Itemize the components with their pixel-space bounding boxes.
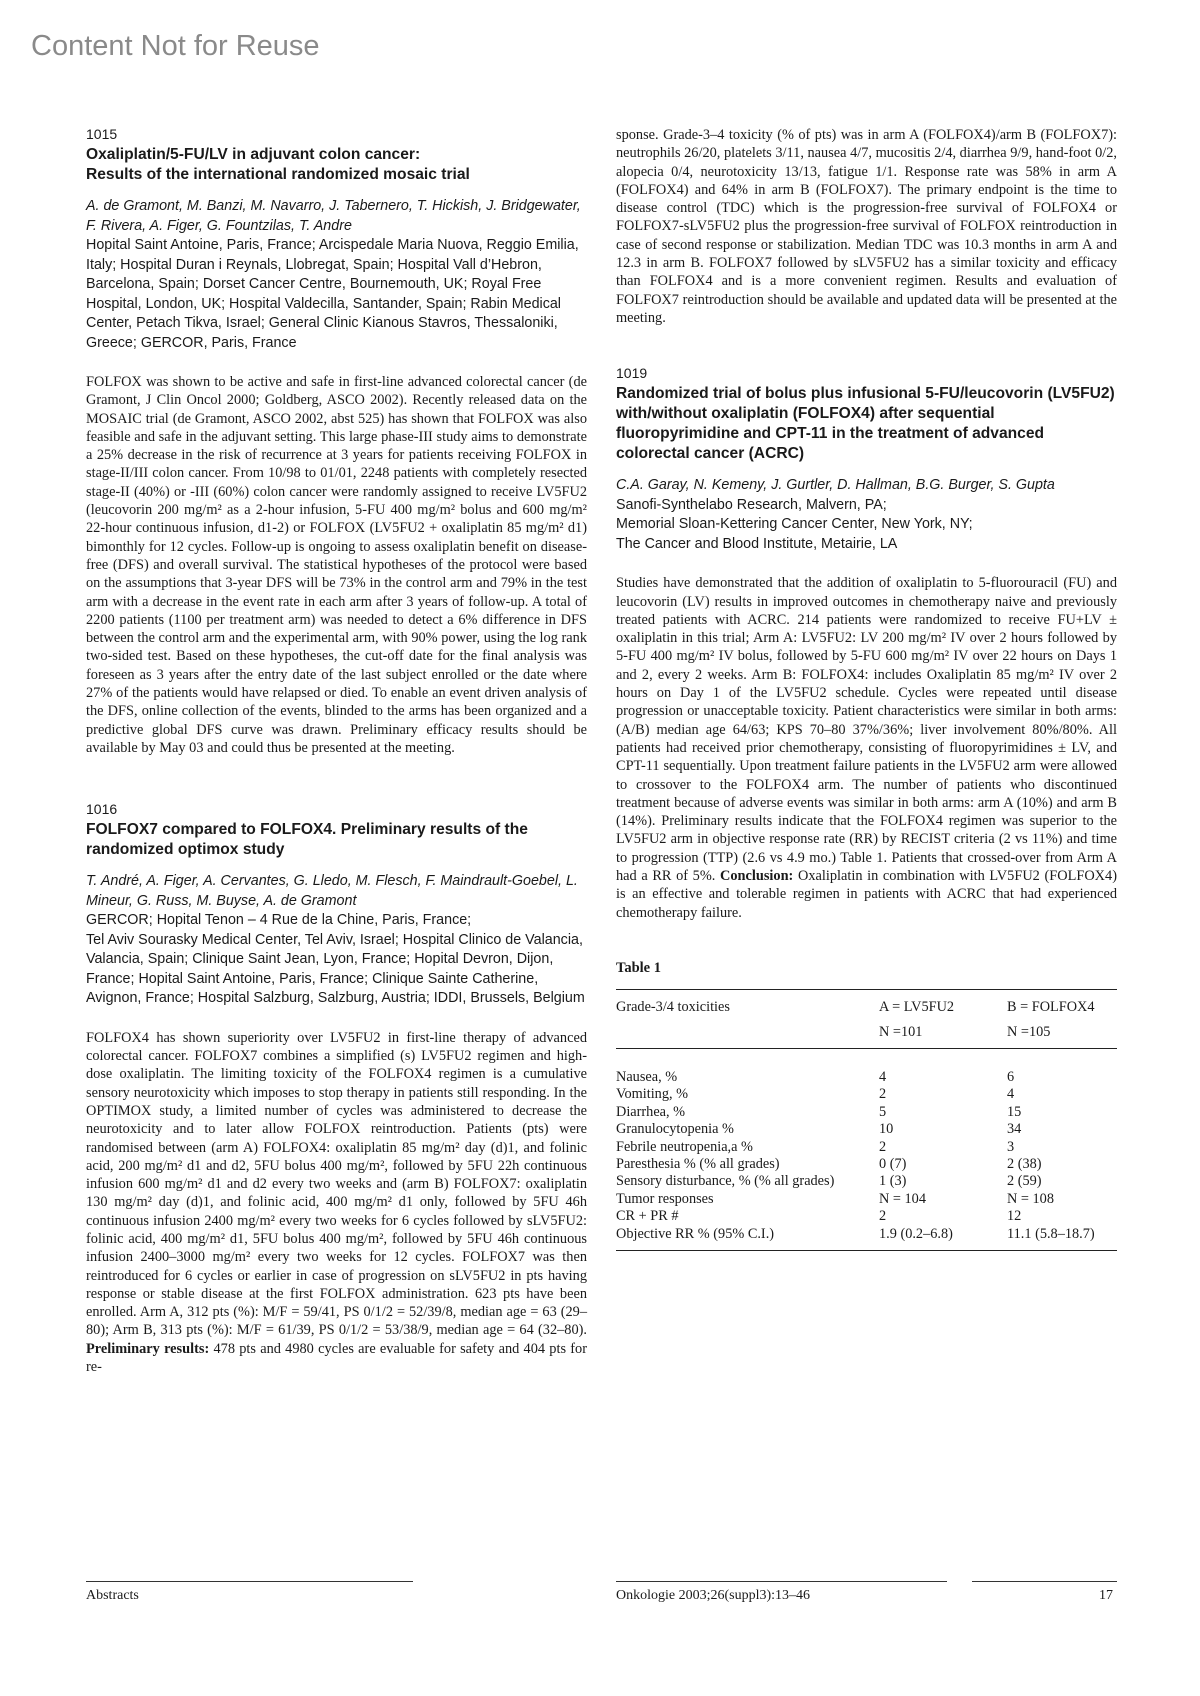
abstract-body-bold: Preliminary results: [86,1340,210,1357]
table-row [616,1208,1117,1225]
footer-divider [972,1581,1117,1582]
abstract-body [616,574,1117,922]
abstract-body-tail: Oxaliplatin in combination with LV5FU2 (FOLFOX4) is an effective and tolerable regimen in patients with ACRC that had experienced chemotherapy failure. [616,868,1117,921]
table-cell: 1 (3) [879,1173,907,1190]
table-cell: Objective RR % (95% C.I.) [616,1226,879,1251]
table-cell: Sensory disturbance, % (% all grades) [616,1173,835,1190]
toxicity-table [616,989,1117,1251]
table-cell: 15 [1007,1103,1022,1120]
table-cell: 2 (38) [1007,1155,1042,1172]
table-cell: Febrile neutropenia,a % [616,1138,753,1155]
table-cell: 2 [879,1086,887,1103]
abstract-authors: A. de Gramont, M. Banzi, M. Navarro, J. Tabernero, T. Hickish, J. Bridgewater, F. Rivera, A. Figer, G. Fountzilas, T. Andre [86,198,581,234]
table-header-cell: B = FOLFOX4 [997,989,1117,1017]
abstract-title: FOLFOX7 compared to FOLFOX4. Preliminary results of the randomized optimox study [86,821,528,859]
table-cell: 1.9 (0.2–6.8) [879,1226,997,1251]
table-header-cell: N =101 [879,1017,997,1049]
abstract-affiliations: GERCOR; Hopital Tenon – 4 Rue de la Chine, Paris, France; Tel Aviv Sourasky Medical Center, Tel Aviv, Israel; Hospital Clinico de Valancia, Valancia, Spain; Clinique Saint Jean, Lyon, France; Hopital Devron, Dijon, France; Hopital Saint Antoine, Paris, France; Clinique Sainte Catherine, Avignon, France; Hospital Salzburg, Salzburg, Austria; IDDI, Brussels, Belgium [86,912,585,1007]
abstract-authors: T. André, A. Figer, A. Cervantes, G. Lledo, M. Flesch, F. Maindrault-Goebel, L. Mineur, G. Russ, M. Buyse, A. de Gramont [86,873,578,909]
table-cell: N = 108 [1007,1190,1054,1207]
footer-divider [86,1581,413,1582]
table-row [616,1191,1117,1208]
abstract-title: Oxaliplatin/5-FU/LV in adjuvant colon cancer: Results of the international randomized mosaic trial [86,146,470,183]
abstract-number: 1016 [86,801,118,818]
table-row [616,1173,1117,1190]
abstract-1016 [86,801,587,1376]
abstract-body-text: FOLFOX4 has shown superiority over LV5FU2 in first-line therapy of advanced colorectal cancer. FOLFOX7 combines a simplified (s) LV5FU2 regimen and high-dose oxaliplatin. The limiting toxicity of the FOLFOX4 regimen is a cumulative sensory neurotoxicity which imposes to stop therapy in patients still responding. In the OPTIMOX study, a limited number of cycles was administered to decrease the neurotoxicity and to later allow FOLFOX reintroduction. Patients (pts) were randomised between (arm A) FOLFOX4: oxaliplatin 85 mg/m² day (d)1, and folinic acid, 200 mg/m² d1 and d2, 5FU bolus 400 mg/m², followed by 5FU 22h continuous infusion 600 mg/m² d1 and d2 every two weeks and (arm B) FOLFOX7: oxaliplatin 130 mg/m² day (d)1, and folinic acid, 400 mg/m² d1 only, followed by 5FU 46h continuous infusion 2400 mg/m² every two weeks for 6 cycles followed by sLV5FU2: folinic acid, 400 mg/m² d1, 5FU bolus 400 mg/m², followed by 5FU 46h continuous infusion 2400–3000 mg/m² every two weeks for 12 cycles. FOLFOX7 was then reintroduced for 6 cycles or earlier in case of progression on sLV5FU2 in pts having response or stable disease at the first FOLFOX administration. 623 pts have been enrolled. Arm A, 312 pts (%): M/F = 59/41, PS 0/1/2 = 52/39/8, median age = 63 (29–80); Arm B, 313 pts (%): M/F = 61/39, PS 0/1/2 = 53/38/9, median age = 64 (32–80). [86,1029,587,1339]
table-row [616,1048,1117,1086]
table-row [616,1121,1117,1138]
table-header-cell: N =105 [997,1017,1117,1049]
table-cell: Granulocytopenia % [616,1121,734,1138]
table-header-cell [616,1017,879,1049]
table-cell: Nausea, % [616,1068,678,1085]
table-cell: 6 [1007,1068,1015,1085]
table-header-row [616,1017,1117,1049]
table-row [616,1226,1117,1251]
table-header-cell: A = LV5FU2 [879,989,997,1017]
table-cell: 4 [1007,1086,1015,1103]
abstract-1016-continuation: sponse. Grade-3–4 toxicity (% of pts) was in arm A (FOLFOX4)/arm B (FOLFOX7): neutrophils 26/20, platelets 3/11, nausea 4/7, mucositis 2/4, diarrhea 9/9, hand-foot 0/2, alopecia 0/4, neurotoxicity 13/13, fatigue 1/1. Response rate was 58% in arm A (FOLFOX4) and 64% in arm B (FOLFOX7). The primary endpoint is the time to disease control (TDC) which is the progression-free survival of FOLFOX4 or FOLFOX7-sLV5FU2 plus the progression-free survival of FOLFOX reintroduction in case of second response or stabilization. Median TDC was 10.3 months in arm A and 12.3 in arm B. FOLFOX7 followed by sLV5FU2 has a similar toxicity and efficacy than FOLFOX4 and is a more convenient regimen. Results and evaluation of FOLFOX7 reintroduction should be available and updated data will be presented at the meeting. [616,127,1118,326]
footer-journal-citation: Onkologie 2003;26(suppl3):13–46 [616,1588,811,1603]
table-row [616,1139,1117,1156]
table-row [616,1104,1117,1121]
table-cell: Paresthesia % (% all grades) [616,1155,780,1172]
table-cell: 10 [879,1121,894,1138]
table-cell: Tumor responses [616,1190,714,1207]
table-cell: 4 [879,1068,887,1085]
table-cell: 34 [1007,1121,1022,1138]
abstract-number: 1019 [616,365,648,382]
right-column [616,126,1117,1251]
table-cell: Diarrhea, % [616,1103,686,1120]
table-header-row [616,989,1117,1017]
table-cell: 2 (59) [1007,1173,1042,1190]
abstract-body-text: Studies have demonstrated that the addition of oxaliplatin to 5-fluorouracil (FU) and leucovorin (LV) results in improved outcomes in chemotherapy naive and previously treated patients with ACRC. 214 patients were randomized to receive FU+LV ± oxaliplatin in this trial; Arm A: LV5FU2: LV 200 mg/m² IV over 2 hours followed by 5-FU 400 mg/m² IV bolus, followed by 5-FU 600 mg/m² IV over 22 hours on Days 1 and 2, every 2 weeks. Arm B: FOLFOX4: includes Oxaliplatin 85 mg/m² IV over 2 hours on Day 1 of the LV5FU2 schedule. Cycles were repeated until disease progression or unacceptable toxicity. Patient characteristics were similar in both arms: (A/B) median age 64/63; KPS 70–80 37%/36%; liver involvement 80%/80%. All patients had received prior chemotherapy, consisting of fluoropyrimidines ± LV, and CPT-11 sequentially. Upon treatment failure patients in the LV5FU2 arm were allowed to crossover to the FOLFOX4 arm. The number of patients who discontinued treatment because of adverse events was similar in both arms: arm A (10%) and arm B (14%). Preliminary results indicate that the FOLFOX4 regimen was superior to the LV5FU2 arm in objective response rate (RR) by RECIST criteria (2 vs 11%) and time to progression (TTP) (2.6 vs 4.9 mo.) Table 1. Patients that crossed-over from Arm A had a RR of 5%. [616,575,1117,885]
table-row [616,1156,1117,1173]
abstract-number: 1015 [86,126,118,142]
table-cell: 2 [879,1138,887,1155]
abstract-1019 [616,365,1117,922]
abstract-1015 [86,126,587,757]
table-cell: 5 [879,1103,887,1120]
table-cell: CR + PR # [616,1208,679,1225]
table-cell: 3 [1007,1138,1015,1155]
page-number: 17 [1099,1588,1113,1603]
abstract-affiliations: Sanofi-Synthelabo Research, Malvern, PA; Memorial Sloan-Kettering Cancer Center, New York, NY; The Cancer and Blood Institute, Metairie, LA [616,496,973,552]
abstract-body-bold: Conclusion: [720,868,794,885]
table-cell: 0 (7) [879,1155,907,1172]
table-cell: 2 [879,1208,887,1225]
footer-section-label: Abstracts [86,1588,139,1603]
table-cell: 11.1 (5.8–18.7) [997,1226,1117,1251]
abstract-body: FOLFOX was shown to be active and safe in first-line advanced colorectal cancer (de Gramont, J Clin Oncol 2000; Goldberg, ASCO 2002). Recently released data on the MOSAIC trial (de Gramont, ASCO 2002, abst 525) has shown that FOLFOX was also feasible and safe in the adjuvant setting. This large phase-III study aims to demonstrate a 25% decrease in the risk of recurrence at 3 years for patients receiving FOLFOX in stage-II/III colon cancer. From 10/98 to 01/01, 2248 patients with completely resected stage-II (40%) or -III (60%) colon cancer were randomly assigned to receive LV5FU2 (leucovorin 200 mg/m² as a 2-hour infusion, 5-FU 400 mg/m² bolus and 600 mg/m² 22-hour continuous infusion, d1-2) or FOLFOX (LV5FU2 + oxaliplatin 85 mg/m² d1) bimonthly for 12 cycles. Follow-up is ongoing to assess oxaliplatin benefit on disease-free (DFS) and overall survival. The statistical hypotheses of the protocol were based on the assumptions that 3-year DFS will be 73% in the control arm and 79% in the test arm with a decrease in the event rate in each arm after 3 years of follow-up. A total of 2200 patients (1100 per treatment arm) was needed to detect a 6% difference in DFS between the control arm and the experimental arm, with 90% power, using the log rank two-sided test. Based on these hypotheses, the cut-off date for the final analysis was foreseen as 3 years after the entry date of the last subject enrolled or the date where 27% of the patients would have relapsed or died. To enable an event driven analysis of the DFS, online collection of the events, blinded to the arms has been organized and a predictive global DFS curve was drawn. Preliminary efficacy results should be available by May 03 and could thus be presented at the meeting. [86,374,587,756]
table-row [616,1086,1117,1103]
table-cell: 12 [1007,1208,1022,1225]
abstract-title: Randomized trial of bolus plus infusional 5-FU/leucovorin (LV5FU2) with/without oxaliplatin (FOLFOX4) after sequential fluoropyrimidine and CPT-11 in the treatment of advanced colorectal cancer (ACRC) [616,385,1115,463]
abstract-authors: C.A. Garay, N. Kemeny, J. Gurtler, D. Hallman, B.G. Burger, S. Gupta [616,477,1055,494]
table-header-cell: Grade-3/4 toxicities [616,989,879,1017]
abstract-affiliations: Hopital Saint Antoine, Paris, France; Arcispedale Maria Nuova, Reggio Emilia, Italy; Hospital Duran i Reynals, Llobregat, Spain; Hospital Vall d’Hebron, Barcelona, Spain; Dorset Cancer Centre, Bournemouth, UK; Royal Free Hospital, London, UK; Hospital Valdecilla, Santander, Spain; Rabin Medical Center, Petach Tikva, Israel; General Clinic Kianous Stavros, Thessaloniki, Greece; GERCOR, Paris, France [86,237,579,351]
left-column [86,126,587,1376]
table-cell: Vomiting, % [616,1086,689,1103]
footer-divider [616,1581,947,1582]
abstract-body-tail: 478 pts and 4980 cycles are evaluable for safety and 404 pts for re- [86,1340,587,1376]
watermark-text: Content Not for Reuse [31,30,320,62]
abstract-body [86,1029,587,1377]
table-cell: N = 104 [879,1190,926,1207]
table-label: Table 1 [616,959,661,976]
